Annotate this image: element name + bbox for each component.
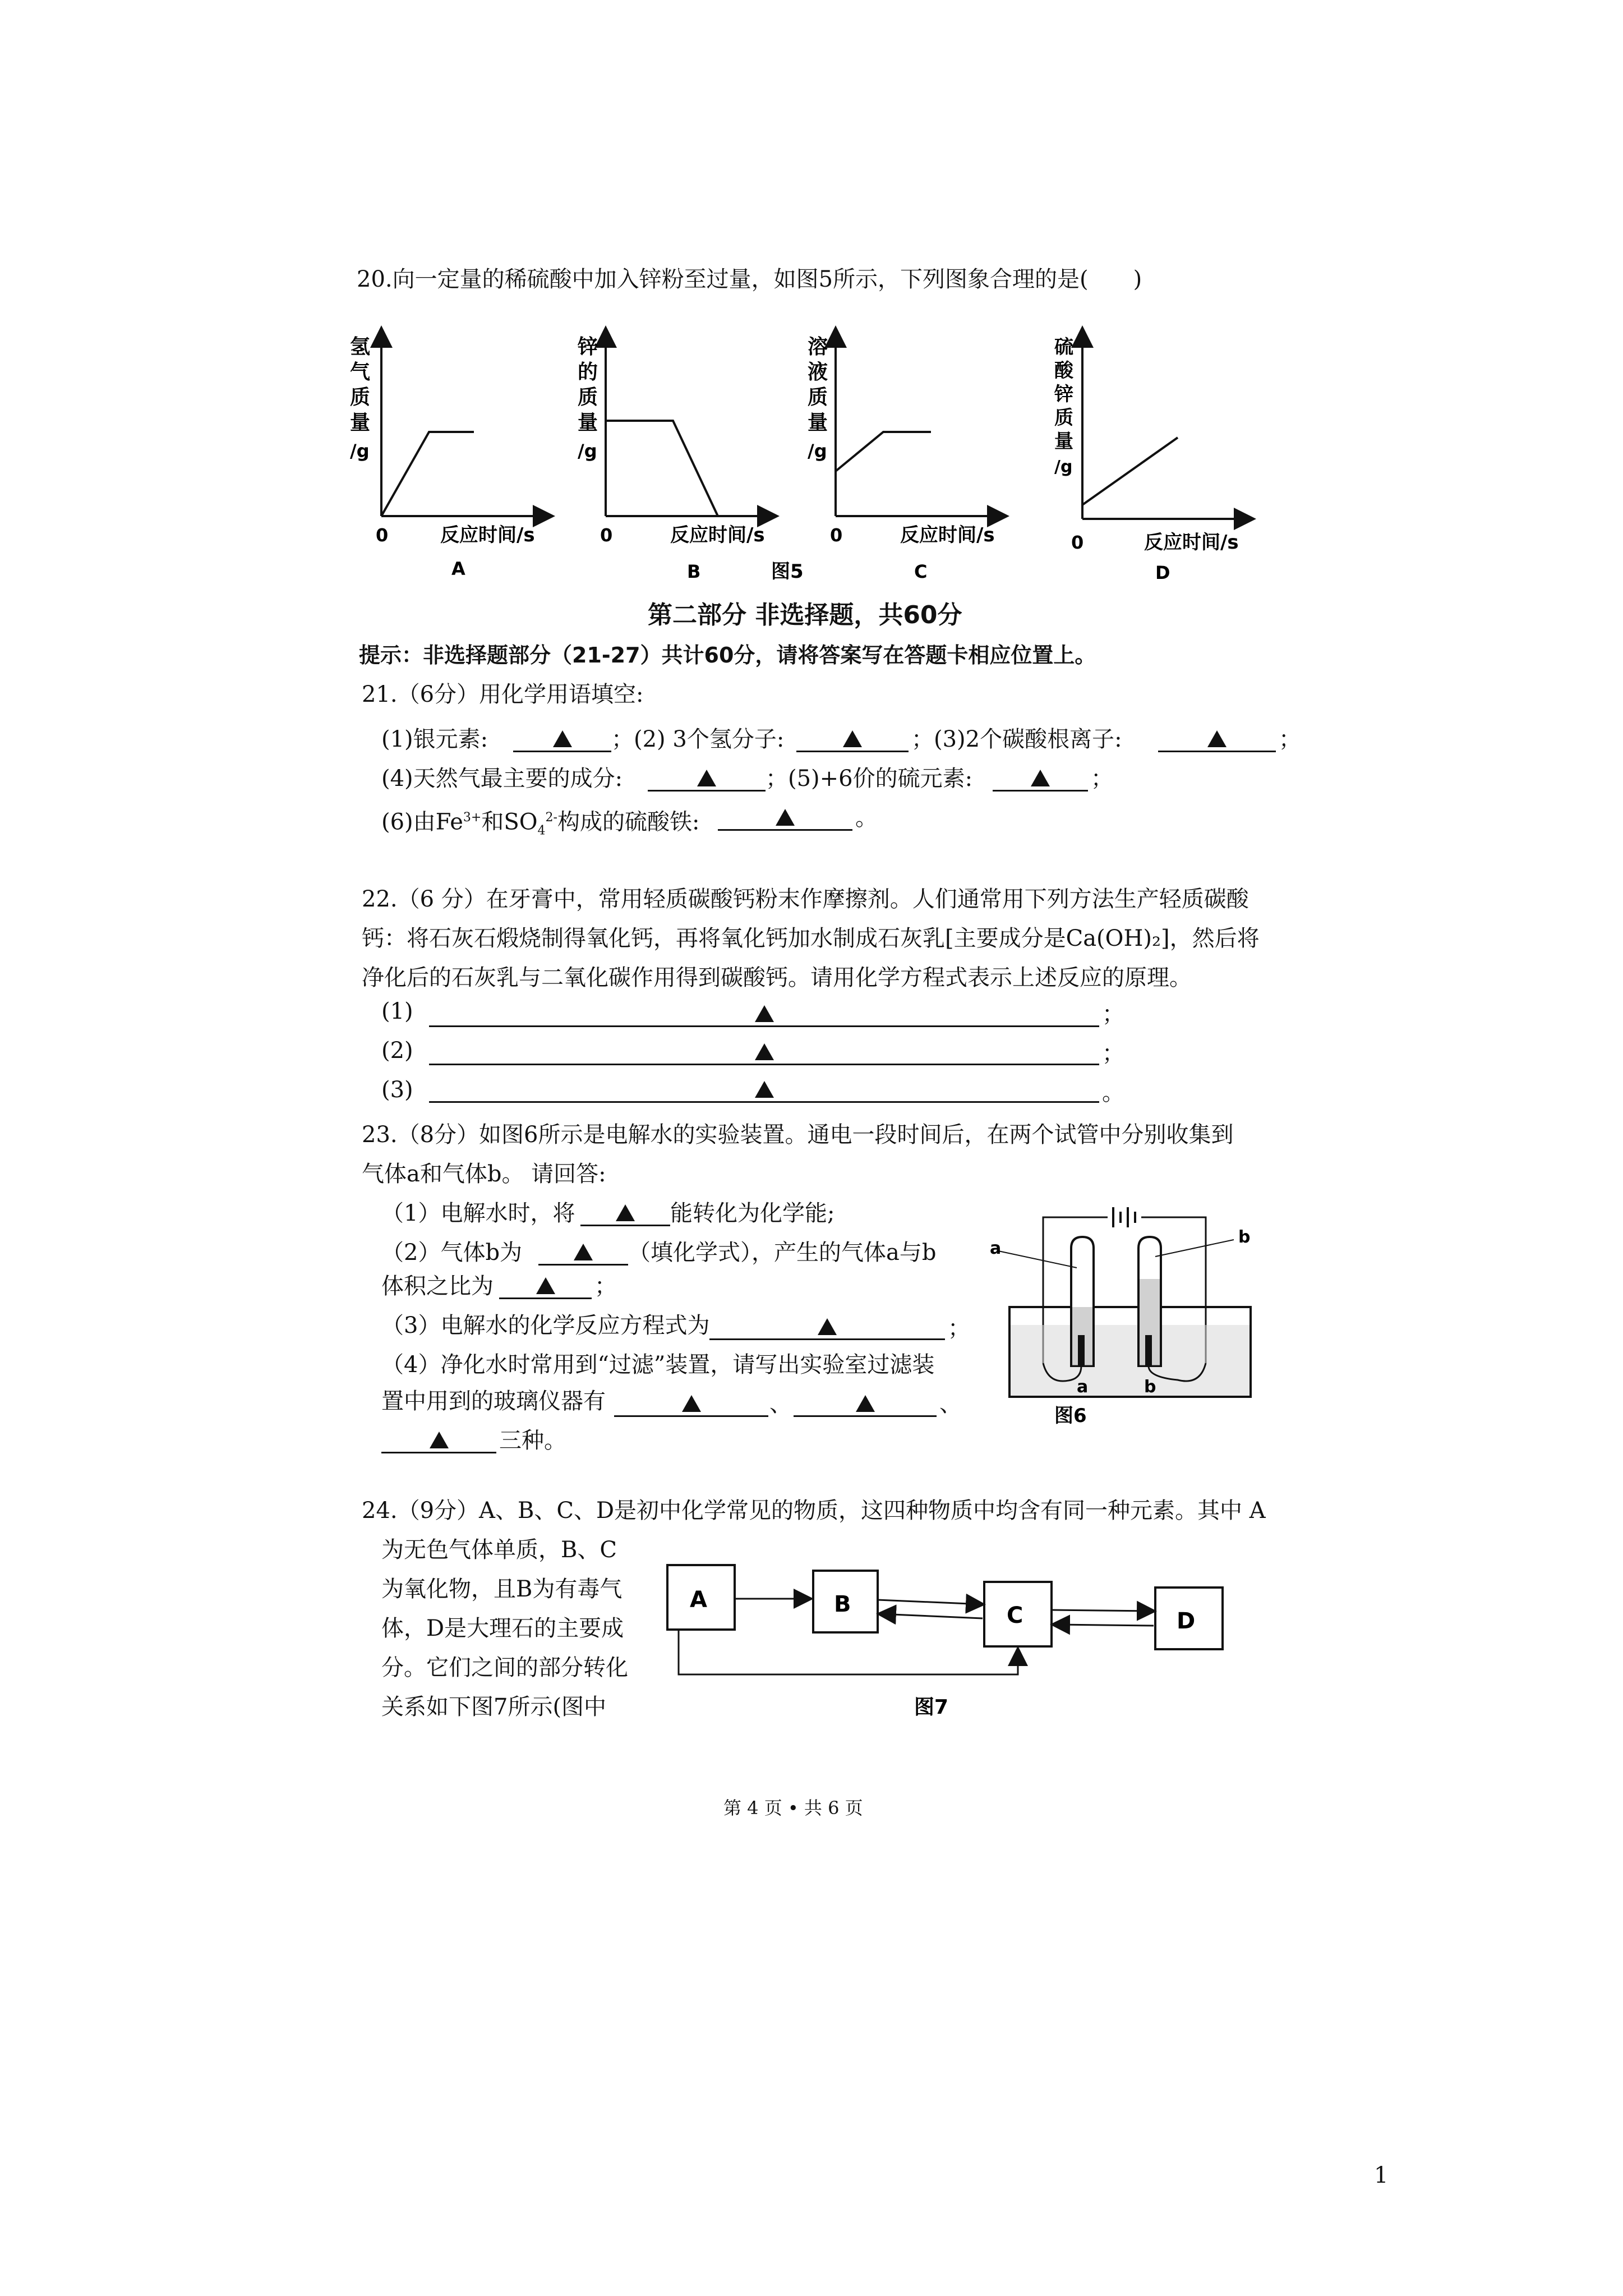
graph-d-ylabel-1: 硫 <box>1054 336 1073 358</box>
q23-sub4-c: 、 <box>769 1391 792 1417</box>
q24-line-4: 体，D是大理石的主要成 <box>381 1616 624 1641</box>
q24-line-1: 24.（9分）A、B、C、D是初中化学常见的物质，这四种物质中均含有同一种元素。其中 A <box>362 1498 1266 1524</box>
q22-num-2: (2) <box>381 1038 413 1064</box>
q22-num-3: (3) <box>381 1077 413 1103</box>
figure-6 <box>987 1195 1279 1430</box>
figure-6-label-a-top: a <box>990 1239 1002 1258</box>
q23-answer-1[interactable] <box>580 1198 670 1226</box>
graph-d-ylabel-4: 质 <box>1054 407 1073 429</box>
graph-a-origin: 0 <box>376 524 389 546</box>
figure-6-label-a-bottom: a <box>1077 1377 1089 1397</box>
graph-c <box>808 335 998 582</box>
q21-item6-sup-2: 2- <box>545 811 557 825</box>
q21-item3-label: ；(3)2个碳酸根离子: <box>911 726 1122 752</box>
q23-line-2: 气体a和气体b。 请回答: <box>362 1161 606 1187</box>
q24-line-5: 分。它们之间的部分转化 <box>381 1655 628 1681</box>
box-a-label: A <box>690 1587 707 1613</box>
q23-sub2-c: 体积之比为 <box>381 1273 494 1299</box>
q23-sub1-a: （1）电解水时，将 <box>381 1200 575 1226</box>
q23-sub4-a: （4）净化水时常用到“过滤”装置，请写出实验室过滤装 <box>381 1352 935 1378</box>
answer-marker-icon <box>697 770 716 786</box>
q22-line-2: 钙：将石灰石煅烧制得氧化钙，再将氧化钙加水制成石灰乳[主要成分是Ca(OH)₂]，然后将 <box>362 926 1260 951</box>
q21-item1-label: (1)银元素: <box>381 726 488 752</box>
graph-a-ylabel-3: 质 <box>350 386 371 409</box>
graph-c-letter: C <box>914 561 928 582</box>
q21-item6-sub: 4 <box>537 823 546 838</box>
answer-marker-icon <box>776 809 795 826</box>
graph-b-ylabel-2: 的 <box>578 361 598 384</box>
battery-icon <box>1113 1207 1135 1227</box>
graph-a-ylabel-1: 氢 <box>350 335 371 358</box>
q21-answer-1[interactable] <box>513 724 611 752</box>
q23-answer-3[interactable] <box>499 1271 592 1299</box>
q21-item6-label <box>381 802 699 846</box>
q23-answer-2[interactable] <box>538 1237 628 1266</box>
answer-marker-icon <box>1031 770 1050 786</box>
q24-line-3: 为氧化物，且B为有毒气 <box>381 1576 623 1602</box>
box-b-label: B <box>834 1591 851 1617</box>
q23-sub4-b: 置中用到的玻璃仪器有 <box>381 1388 606 1414</box>
figure-5 <box>336 320 1301 611</box>
answer-marker-icon <box>856 1395 875 1412</box>
graph-c-ylabel-2: 液 <box>808 361 828 384</box>
graph-b-xlabel: 反应时间/s <box>670 524 765 546</box>
graph-d-ylabel-2: 酸 <box>1054 360 1073 382</box>
q21-end-3: 。 <box>855 805 878 831</box>
q22-answer-3[interactable] <box>429 1074 1099 1103</box>
figure-7 <box>639 1559 1245 1728</box>
answer-marker-icon <box>843 730 862 747</box>
q23-answer-6[interactable] <box>794 1388 937 1417</box>
graph-c-ylabel-4: 量 <box>808 411 828 434</box>
answer-marker-icon <box>574 1244 593 1260</box>
part2-hint: 提示：非选择题部分（21-27）共计60分，请将答案写在答题卡相应位置上。 <box>359 643 1096 668</box>
graph-b-origin: 0 <box>600 524 613 546</box>
q22-end-1: ； <box>1102 1001 1124 1027</box>
graph-c-ylabel-1: 溶 <box>808 335 828 358</box>
graph-b-ylabel-5: /g <box>578 440 597 462</box>
q23-sub4-d: 、 <box>939 1391 962 1417</box>
q23-sub3-b: ； <box>948 1315 970 1341</box>
graph-a-ylabel-2: 气 <box>350 361 371 384</box>
box-c-label: C <box>1007 1603 1023 1628</box>
q23-sub2-d: ； <box>594 1273 617 1299</box>
figure-6-label: 图6 <box>1054 1405 1087 1427</box>
graph-d-ylabel-6: /g <box>1054 457 1073 477</box>
answer-marker-icon <box>553 730 572 747</box>
graph-d-ylabel-3: 锌 <box>1054 383 1073 406</box>
graph-d-ylabel-5: 量 <box>1054 430 1073 453</box>
graph-a-ylabel-5: /g <box>350 440 370 462</box>
q21-answer-4[interactable] <box>648 763 766 792</box>
q21-answer-6[interactable] <box>718 802 852 831</box>
graph-a-ylabel-4: 量 <box>350 411 371 434</box>
graph-d-letter: D <box>1155 562 1170 583</box>
q22-line-3: 净化后的石灰乳与二氧化碳作用得到碳酸钙。请用化学方程式表示上述反应的原理。 <box>362 965 1192 991</box>
graph-a-xlabel: 反应时间/s <box>440 524 535 546</box>
q23-answer-4[interactable] <box>709 1312 945 1340</box>
answer-marker-icon <box>430 1432 449 1448</box>
q22-answer-1[interactable] <box>429 999 1099 1027</box>
figure-7-label: 图7 <box>914 1696 949 1719</box>
q20-stem: 20.向一定量的稀硫酸中加入锌粉至过量，如图5所示，下列图象合理的是( ) <box>357 266 1142 292</box>
graph-b-ylabel-3: 质 <box>578 386 598 409</box>
q23-sub4-e: 三种。 <box>499 1428 566 1453</box>
answer-marker-icon <box>682 1395 701 1412</box>
answer-marker-icon <box>536 1277 555 1294</box>
graph-c-xlabel: 反应时间/s <box>900 524 995 546</box>
graph-d-xlabel: 反应时间/s <box>1144 531 1239 554</box>
answer-marker-icon <box>755 1081 774 1098</box>
q21-item6-part-b: 和SO <box>481 809 538 835</box>
q22-end-2: ； <box>1102 1041 1124 1066</box>
graph-c-origin: 0 <box>830 524 843 546</box>
q21-item6-part-c: 构成的硫酸铁: <box>557 809 700 835</box>
answer-marker-icon <box>755 1005 774 1022</box>
q23-answer-7[interactable] <box>381 1425 496 1453</box>
q21-item2-label: ；(2) 3个氢分子: <box>611 726 785 752</box>
graph-a <box>350 335 544 579</box>
graph-d <box>1054 336 1245 583</box>
q21-stem: 21.（6分）用化学用语填空: <box>362 682 644 707</box>
figure-5-label: 图5 <box>771 560 804 583</box>
q21-answer-3[interactable] <box>1158 724 1276 752</box>
q21-item6-part-a: (6)由Fe <box>381 809 463 835</box>
q21-item6-sup-1: 3+ <box>463 811 482 825</box>
figure-6-label-b-top: b <box>1238 1227 1251 1247</box>
answer-marker-icon <box>818 1318 837 1335</box>
graph-d-origin: 0 <box>1071 532 1084 553</box>
q21-answer-5[interactable] <box>993 763 1088 792</box>
q22-line-1: 22.（6 分）在牙膏中，常用轻质碳酸钙粉末作摩擦剂。人们通常用下列方法生产轻质碳酸 <box>362 886 1249 912</box>
q21-item5-label: ；(5)+6价的硫元素: <box>766 766 973 792</box>
figure-6-label-b-bottom: b <box>1144 1377 1156 1397</box>
q21-end-2: ； <box>1091 766 1113 792</box>
q24-line-6: 关系如下图7所示(图中 <box>381 1694 607 1720</box>
answer-marker-icon <box>1207 730 1227 747</box>
graph-a-letter: A <box>451 558 465 579</box>
graph-b-ylabel-1: 锌 <box>578 335 598 358</box>
answer-marker-icon <box>755 1043 774 1060</box>
q23-sub1-b: 能转化为化学能; <box>670 1200 835 1226</box>
q21-end-1: ； <box>1279 726 1301 752</box>
box-d-label: D <box>1177 1608 1196 1634</box>
q23-line-1: 23.（8分）如图6所示是电解水的实验装置。通电一段时间后，在两个试管中分别收集到 <box>362 1122 1234 1148</box>
q23-sub2-a: （2）气体b为 <box>381 1240 523 1266</box>
q24-line-2: 为无色气体单质，B、C <box>381 1537 617 1563</box>
q22-end-3: 。 <box>1102 1080 1124 1106</box>
q23-sub2-b: （填化学式），产生的气体a与b <box>628 1240 937 1266</box>
q22-answer-2[interactable] <box>429 1037 1099 1065</box>
figure-5-graphs <box>336 320 1301 611</box>
q23-answer-5[interactable] <box>614 1388 768 1417</box>
page-number: 1 <box>1374 2162 1389 2188</box>
page-footer: 第 4 页 • 共 6 页 <box>723 1797 863 1819</box>
graph-b-ylabel-4: 量 <box>578 411 598 434</box>
graph-b <box>577 335 768 582</box>
answer-marker-icon <box>616 1204 635 1221</box>
graph-c-ylabel-3: 质 <box>808 386 828 409</box>
q22-num-1: (1) <box>381 999 413 1024</box>
q21-answer-2[interactable] <box>796 724 909 752</box>
part2-title: 第二部分 非选择题，共60分 <box>648 601 962 629</box>
electrolysis-apparatus <box>987 1195 1279 1430</box>
graph-c-ylabel-5: /g <box>808 440 827 462</box>
q23-sub3-a: （3）电解水的化学反应方程式为 <box>381 1313 710 1338</box>
graph-b-letter: B <box>687 561 701 582</box>
q21-item4-label: (4)天然气最主要的成分: <box>381 766 623 792</box>
conversion-diagram <box>639 1559 1245 1728</box>
